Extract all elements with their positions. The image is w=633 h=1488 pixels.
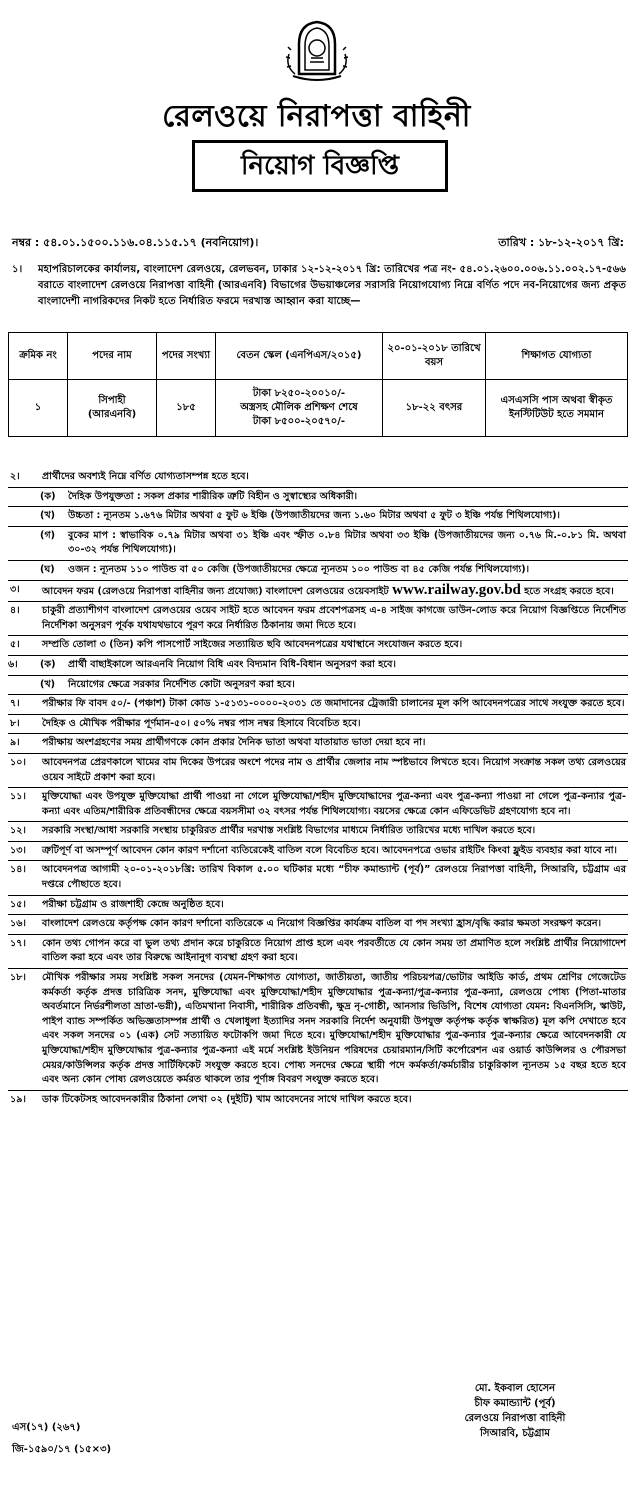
item-text: আবেদনপত্র প্রেরণকালে খামের বাম দিকের উপরের অংশে পদের নাম ও প্রার্থীর জেলার নাম স্পষ্টভাবে লিখতে হবে। নিয়োগ সংক্রান্ত সকল তথ্য রেলওয়ের ওয়েব সাইটে প্রকাশ করা হবে। — [42, 756, 626, 783]
item-number: ১৮। — [10, 972, 26, 984]
code-line-2: জি-১৫৯০/১৭ (১৫×৩) — [12, 1444, 112, 1455]
conditions-list — [8, 468, 628, 1109]
reference-number: নম্বর : ৫৪.০১.১৫০০.১১৬.০৪.১১৫.১৭ (নবনিয়োগ)। — [12, 236, 259, 249]
list-item — [8, 655, 628, 675]
list-item — [8, 733, 628, 753]
item-text: উচ্চতা : ন্যূনতম ১.৬৭৬ মিটার অথবা ৫ ফুট ৬ ইঞ্চি (উপজাতীয়দের জন্য ১.৬০ মিটার অথবা ৫ ফুট ৩ ইঞ্চি পর্যন্ত শিথিলযোগ্য)। — [68, 510, 560, 522]
col-age: ২০-০১-২০১৮ তারিখে বয়স — [383, 333, 486, 380]
code-line-1: এস(১৭) (২৬৭) — [12, 1422, 81, 1433]
pay-line-3: টাকা ৮৫০০-২০৫৭০/- — [252, 416, 346, 427]
list-item — [8, 580, 628, 602]
item-text: ওজন : ন্যূনতম ১১০ পাউন্ড বা ৫০ কেজি (উপজাতীয়দের ক্ষেত্রে ন্যূনতম ১০০ পাউন্ড বা ৪৫ কেজি পর্যন্ত শিথিলযোগ্য)। — [68, 563, 530, 575]
col-pay-scale: বেতন স্কেল (এনপিএস/২০১৫) — [216, 333, 383, 380]
list-item — [8, 821, 628, 841]
pay-line-1: টাকা ৮২৫০-২০০১০/- — [252, 388, 346, 399]
item-text: কোন তথ্য গোপন করে বা ভুল তথ্য প্রদান করে চাকুরিতে নিয়োগ প্রাপ্ত হলে এবং পরবর্তীতে যে কোন সময় তা প্রমাণিত হলে সংশ্লিষ্ট প্রার্থীর নিয়োগাদেশ বাতিল করা হবে এবং তার বিরুদ্ধে আইনানুগ ব্যবস্থা গ্রহণ করা হবে। — [42, 937, 626, 964]
list-item — [8, 968, 628, 1090]
signature-block — [415, 1381, 615, 1441]
edu-line-2: ইনস্টিটিউট হতে সমমান — [509, 409, 604, 420]
item-number: ১২। — [10, 825, 26, 837]
item-text: পরীক্ষায় অংশগ্রহণের সময় প্রার্থীগণকে কোন প্রকার দৈনিক ভাতা অথবা যাতায়াত ভাতা দেয়া হবে না। — [42, 737, 426, 749]
sub-item-label: (ক) — [40, 658, 56, 670]
edu-line-1: এসএসসি পাস অথবা স্বীকৃত — [500, 395, 613, 406]
col-education: শিক্ষাগত যোগ্যতা — [486, 333, 628, 380]
cell-education — [486, 380, 628, 437]
table-row — [9, 380, 628, 437]
item-number: ১১। — [10, 791, 26, 803]
signatory-org: রেলওয়ে নিরাপত্তা বাহিনী — [464, 1413, 566, 1424]
item-number: ১০। — [10, 756, 26, 768]
item-number: ১৩। — [10, 844, 26, 856]
item-number: ৬। — [8, 658, 18, 670]
list-item — [8, 753, 628, 787]
item-number: ১৬। — [10, 918, 26, 930]
list-item — [8, 934, 628, 968]
notice-date: তারিখ : ১৮-১২-২০১৭ খ্রি: — [498, 236, 624, 249]
item-number: ৫। — [10, 639, 20, 651]
post-unit: (আরএনবি) — [87, 409, 137, 420]
item-text: সরকারি সংস্থা/আধা সরকারি সংস্থায় চাকুরিরত প্রার্থীর দরখাস্ত সংশ্লিষ্ট বিভাগের মাধ্যমে নির্ধারিত তারিখের মধ্যে দাখিল করতে হবে। — [42, 825, 536, 837]
notice-title: নিয়োগ বিজ্ঞপ্তি — [192, 140, 448, 192]
item-text: প্রার্থীদের অবশ্যই নিম্নে বর্ণিত যোগ্যতাসম্পন্ন হতে হবে। — [42, 471, 249, 482]
list-item — [8, 560, 628, 580]
item-text: ডাক টিকেটসহ আবেদনকারীর ঠিকানা লেখা ০২ (দুইটি) খাম আবেদনের সাথে দাখিল করতে হবে। — [42, 1093, 412, 1105]
list-item — [8, 468, 628, 487]
item-text: দৈহিক উপযুক্ততা : সকল প্রকার শারীরিক ত্রুটি বিহীন ও সুস্বাস্থ্যের অধিকারী। — [68, 490, 358, 502]
list-item — [8, 487, 628, 507]
item-text: পরীক্ষার ফি বাবদ ৫০/- (পঞ্চাশ) টাকা কোড ১-৫১৩১-০০০০-২০৩১ তে জমাদানের ট্রেজারী চালানের মূল কপি আবেদনপত্রের সাথে সংযুক্ত করতে হবে। — [42, 698, 625, 710]
signatory-place: সিআরবি, চট্টগ্রাম — [480, 1428, 550, 1439]
list-item — [8, 601, 628, 635]
cell-pay-scale — [216, 380, 383, 437]
col-post: পদের নাম — [68, 333, 157, 380]
item-number: ৭। — [10, 698, 20, 710]
sub-item-label: (খ) — [40, 678, 56, 690]
item-text: দৈহিক ও মৌখিক পরীক্ষার পূর্ণমান-৫০। ৫০% নম্বর পাস নম্বর হিসাবে বিবেচিত হবে। — [42, 717, 361, 729]
item-text-part: আবেদন ফরম (রেলওয়ে নিরাপত্তা বাহিনীর জন্য প্রযোজ্য) বাংলাদেশ রেলওয়ের ওয়েবসাইট — [42, 585, 389, 597]
item-text: পরীক্ষা চট্টগ্রাম ও রাজশাহী কেন্দ্রে অনুষ্ঠিত হবে। — [42, 898, 224, 910]
list-item — [8, 635, 628, 655]
list-item — [8, 841, 628, 861]
list-item — [8, 914, 628, 934]
item-text-part: হতে সংগ্রহ করতে হবে। — [520, 585, 614, 597]
cell-serial: ১ — [9, 380, 68, 437]
list-item — [8, 694, 628, 714]
item-number: ৩। — [10, 583, 20, 595]
item-text: মুক্তিযোদ্ধা এবং উপযুক্ত মুক্তিযোদ্ধা প্রার্থী পাওয়া না গেলে মুক্তিযোদ্ধা/শহীদ মুক্তিযোদ্ধাদের পুত্র-কন্যা এবং পুত্র-কন্যা পাওয়া না গেলে পুত্র-কন্যার পুত্র-কন্যা এবং এতিম/শারীরিক প্রতিবন্ধীদের ক্ষেত্রে বয়সসীমা ৩২ বৎসর পর্যন্ত শিথিলযোগ্য। বয়সের ক্ষেত্রে কোন এফিডেভিট গ্রহণযোগ্য হবে না। — [42, 791, 626, 817]
org-name: রেলওয়ে নিরাপত্তা বাহিনী — [162, 99, 471, 134]
col-count: পদের সংখ্যা — [157, 333, 216, 380]
item-text — [42, 583, 628, 600]
item-number: ২। — [10, 471, 20, 482]
cell-age: ১৮-২২ বৎসর — [383, 380, 486, 437]
list-item — [8, 787, 628, 821]
list-item — [8, 895, 628, 915]
item-text: বাংলাদেশ রেলওয়ে কর্তৃপক্ষ কোন কারণ দর্শানো ব্যতিরেকে এ নিয়োগ বিজ্ঞপ্তির কার্যক্রম বাতিল বা পদ সংখ্যা হ্রাস/বৃদ্ধি করার ক্ষমতা সংরক্ষণ করেন। — [42, 918, 602, 930]
item-number: ৪। — [10, 605, 20, 617]
col-serial: ক্রমিক নং — [9, 333, 68, 380]
railway-security-emblem — [0, 14, 633, 86]
item-text: চাকুরী প্রত্যাশীগণ বাংলাদেশ রেলওয়ের ওয়েব সাইট হতে আবেদন ফরম প্রবেশপত্রসহ এ-৪ সাইজ কাগজে ডাউন-লোড করে নিয়োগ বিজ্ঞপ্তিতে নির্দেশিত নির্দেশিকা অনুসরণ পূর্বক যথাযথভাবে পূরণ করে নির্ধারিত ঠিকানায় জমা দিতে হবে। — [42, 605, 626, 631]
list-item — [8, 1090, 628, 1110]
item-number: ১৯। — [10, 1093, 26, 1105]
list-item — [8, 714, 628, 734]
post-name: সিপাহী — [98, 395, 126, 406]
intro-text: মহাপরিচালকের কার্যালয়, বাংলাদেশ রেলওয়ে, রেলভবন, ঢাকার ১২-১২-২০১৭ খ্রি: তারিখের পত্র নং- ৫৪.০১.২৬০০.০০৬.১১.০০২.১৭-৫৬৬ বরাতে বাংলাদেশ রেলওয়ে নিরাপত্তা বাহিনী (আরএনবি) বিভাগের উভয়াঞ্চলের সরাসরি নিয়োগযোগ্য নিম্নে বর্ণিত পদে নব-নিয়োগের জন্য প্রকৃত বাংলাদেশী নাগরিকদের নিকট হতে নির্ধারিত ফরমে দরখাস্ত আহ্বান করা যাচ্ছে— — [38, 264, 626, 307]
item-number: ৮। — [10, 717, 20, 729]
item-number: ৯। — [10, 737, 20, 749]
item-text: সম্প্রতি তোলা ৩ (তিন) কপি পাসপোর্ট সাইজের সত্যায়িত ছবি আবেদনপত্রের যথাস্থানে সংযোজন করতে হবে। — [42, 639, 463, 651]
table-header-row — [9, 333, 628, 380]
list-item — [8, 860, 628, 894]
item-number: ১৪। — [10, 864, 26, 876]
publication-codes — [12, 1417, 111, 1461]
item-number: ১৭। — [10, 937, 26, 949]
emblem-icon — [281, 14, 353, 86]
item-text: মৌখিক পরীক্ষার সময় সংশ্লিষ্ট সকল সনদের (যেমন-শিক্ষাগত যোগ্যতা, জাতীয়তা, জাতীয় পরিচয়পত্র/ভোটার আইডি কার্ড, প্রথম শ্রেণির গেজেটেড কর্মকর্তা কর্তৃক প্রদত্ত চারিত্রিক সনদ, মুক্তিযোদ্ধা এবং মুক্তিযোদ্ধা/শহীদ মুক্তিযোদ্ধার পুত্র-কন্যা/পুত্র-কন্যার পুত্র-কন্যা, রেলওয়ে পোষ্য (পিতা-মাতার অবর্তমানে নির্ভরশীলতা ভ্রাতা-ভগ্নী), এতিমখানা নিবাসী, শারীরিক প্রতিবন্ধী, ক্ষুদ্র নৃ-গোষ্ঠী, আনসার ভিডিপি, বিশেষ যোগ্যতা যেমন: বিএনসিসি, স্কাউট, পাইপ ব্যান্ড সম্পর্কিত অভিজ্ঞতাসম্পন্ন প্রার্থী ও খেলাধুলা ইত্যাদির সনদ সরকারি নির্দেশ অনুযায়ী উপযুক্ত কর্তৃপক্ষ কর্তৃক স্বাক্ষরিত) মূল কপি দেখাতে হবে এবং সকল সনদের ০১ (এক) সেট সত্যায়িত ফটোকপি জমা দিতে হবে। মুক্তিযোদ্ধা/শহীদ মুক্তিযোদ্ধার পুত্র-কন্যার পুত্র-কন্যার ক্ষেত্রে আবেদনকারী যে মুক্তিযোদ্ধা/শহীদ মুক্তিযোদ্ধার পুত্র-কন্যার পুত্র-কন্যা এই মর্মে সংশ্লিষ্ট ইউনিয়ন পরিষদের চেয়ারম্যান/সিটি কর্পোরেশন এর ওয়ার্ড কাউন্সিলর ও পৌরসভা মেয়র/কাউন্সিলর কর্তৃক প্রদত্ত সার্টিফিকেট সংযুক্ত করতে হবে। পোষ্য সনদের ক্ষেত্রে স্থায়ী পদে কর্মকর্তা/কর্মচারীর চাকুরিকাল ন্যূনতম ১৫ বছর হতে হবে এবং অন্য কোন পোষ্য রেলওয়েতে কর্মরত থাকলে তার পূর্ণাঙ্গ বিবরণ সংযুক্ত করতে হবে। — [42, 972, 626, 1086]
sub-item-label: (ক) — [40, 490, 56, 502]
sub-item-label: (ঘ) — [40, 563, 55, 575]
intro-paragraph — [12, 262, 626, 310]
item-number: ১৫। — [10, 898, 26, 910]
cell-count: ১৮৫ — [157, 380, 216, 437]
signatory-name: মো. ইকবাল হোসেন — [474, 1383, 556, 1394]
sub-item-label: (গ) — [40, 529, 56, 541]
pay-line-2: অস্ত্রসহ মৌলিক প্রশিক্ষণ শেষে — [240, 402, 358, 413]
signatory-designation: চীফ কমান্ড্যান্ট (পূর্ব) — [474, 1398, 556, 1409]
list-item — [8, 675, 628, 695]
cell-post — [68, 380, 157, 437]
item-text: ত্রুটিপূর্ণ বা অসম্পূর্ণ আবেদন কোন কারণ দর্শানো ব্যতিরেকেই বাতিল বলে বিবেচিত হবে। আবেদনপত্রে ওভার রাইটিং কিংবা ফ্লুইড ব্যবহার করা যাবে না। — [42, 844, 617, 856]
posts-table — [8, 332, 628, 437]
item-text: নিয়োগের ক্ষেত্রে সরকার নির্দেশিত কোটা অনুসরণ করা হবে। — [68, 678, 295, 690]
item-text: আবেদনপত্র আগামী ২০-০১-২০১৮খ্রি: তারিখ বিকাল ৫.০০ ঘটিকার মধ্যে “চীফ কমান্ড্যান্ট (পূর্ব)” রেলওয়ে নিরাপত্তা বাহিনী, সিআরবি, চট্টগ্রাম এর দপ্তরে পৌছাতে হবে। — [42, 864, 626, 891]
item-text: প্রার্থী বাছাইকালে আরএনবি নিয়োগ বিধি এবং বিদ্যমান বিধি-বিধান অনুসরণ করা হবে। — [68, 658, 396, 670]
website-link[interactable]: www.railway.gov.bd — [392, 581, 521, 598]
sub-item-label: (খ) — [40, 510, 56, 522]
item-text: বুকের মাপ : স্বাভাবিক ০.৭৯ মিটার অথবা ৩১ ইঞ্চি এবং স্ফীত ০.৮৪ মিটার অথবা ৩৩ ইঞ্চি (উপজাতীয়দের জন্য ০.৭৬ মি.-০.৮১ মি. অথবা ৩০-৩২ পর্যন্ত শিথিলযোগ্য)। — [68, 529, 626, 556]
list-item — [8, 526, 628, 560]
intro-number: ১। — [12, 264, 23, 275]
list-item — [8, 506, 628, 526]
